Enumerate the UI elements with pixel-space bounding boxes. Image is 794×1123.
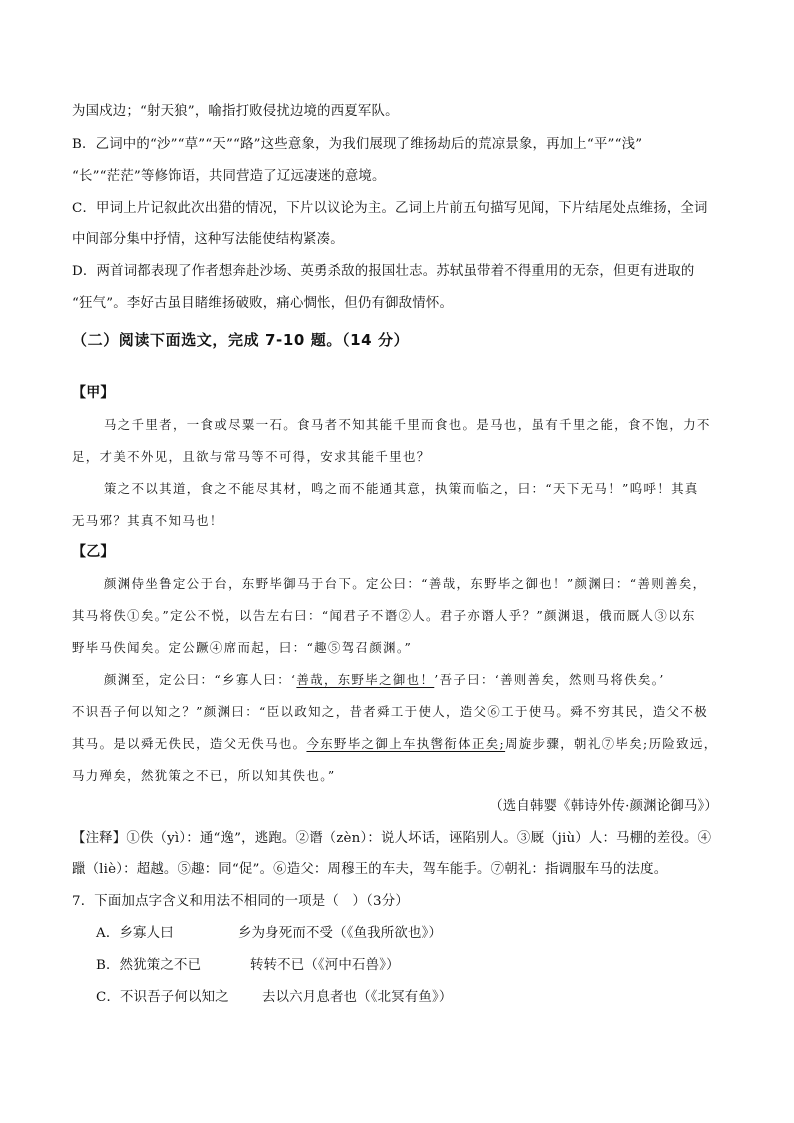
jia-para2-line2: 无马邪？其真不知马也！ <box>72 513 224 528</box>
q7-option-a-right: 乡为身死而不受（《鱼我所欲也》） <box>238 926 443 941</box>
notes-line2: 躐（liè）：超越。⑤趣：同“促”。⑥造父：周穆王的车夫，驾车能手。⑦朝礼：指调服车马的法度。 <box>72 862 668 877</box>
q7-option-c-left: C．不识吾子何以知之 <box>96 990 229 1005</box>
yi-para1-line2: 其马将佚①矣。”定公不悦，以告左右曰：“闻君子不谮②人。君子亦谮人乎？”颜渊退，俄而厩人③以东 <box>72 608 696 623</box>
yi-para2-line1-b: ’吾子曰：‘善则善矣，然则马将佚矣。’ <box>434 672 665 687</box>
option-b-line1: B．乙词中的“沙”“草”“天”“路”这些意象，为我们展现了维扬劫后的荒凉景象，再加上“平”“浅” <box>72 137 643 152</box>
yi-para2-line3-b: 周旋步骤，朝礼⑦毕矣;历险致远， <box>505 736 718 751</box>
option-a-tail: 为国戍边；“射天狼”，喻指打败侵扰边境的西夏军队。 <box>72 104 399 119</box>
passage-source: （选自韩婴《韩诗外传·颜渊论御马》） <box>489 799 718 814</box>
q7-option-a-left: A．乡寡人曰 <box>96 926 174 941</box>
question-7-stem: 7．下面加点字含义和用法不相同的一项是（ ）（3分） <box>72 894 409 909</box>
passage-jia-label: 【甲】 <box>72 385 115 401</box>
yi-para1-line3: 野毕马佚闻矣。定公蹶④席而起，曰：“趣⑤驾召颜渊。” <box>72 640 413 655</box>
notes-line1: 【注释】①佚（yì）：通“逸”，逃跑。②谮（zèn）：说人坏话，诬陷别人。③厩（jiù）人：马棚的差役。④ <box>72 831 712 846</box>
section-heading: （二）阅读下面选文，完成 7-10 题。（14 分） <box>72 331 410 349</box>
jia-para2-line1: 策之不以其道，食之不能尽其材，鸣之而不能通其意，执策而临之，曰：“天下无马！”呜呼！其真 <box>104 481 699 496</box>
option-d-line1: D．两首词都表现了作者想奔赴沙场、英勇杀敌的报国壮志。苏轼虽带着不得重用的无奈，但更有进取的 <box>72 264 695 279</box>
yi-para2-line2: 不识吾子何以知之？”颜渊曰：“臣以政知之，昔者舜工于使人，造父⑥工于使马。舜不穷其民，造父不极 <box>72 704 709 719</box>
yi-para2-line3-a: 其马。是以舜无佚民，造父无佚马也。 <box>72 736 307 751</box>
yi-para2-line4: 马力殚矣，然犹策之不已，所以知其佚也。” <box>72 768 336 783</box>
passage-yi-label: 【乙】 <box>72 544 115 560</box>
q7-option-c-right: 去以六月息者也（《北冥有鱼》） <box>262 990 453 1005</box>
option-b-line2: “长”“茫茫”等修饰语，共同营造了辽远凄迷的意境。 <box>72 169 386 184</box>
option-c-line1: C．甲词上片记叙此次出猎的情况，下片以议论为主。乙词上片前五句描写见闻，下片结尾处点维扬，全词 <box>72 201 708 216</box>
yi-para1-line1: 颜渊侍坐鲁定公于台，东野毕御马于台下。定公曰：“善哉，东野毕之御也！”颜渊曰：“善则善矣， <box>104 576 707 591</box>
q7-option-b-left: B．然犹策之不已 <box>96 958 202 973</box>
jia-para1-line2: 足，才美不外见，且欲与常马等不可得，安求其能千里也？ <box>72 449 431 464</box>
underlined-sentence: 今东野毕之御上车执辔衔体正矣; <box>306 736 506 751</box>
underlined-quote: 善哉，东野毕之御也！ <box>296 672 435 687</box>
yi-para2-line3 <box>72 734 718 754</box>
option-d-line2: “狂气”。李好古虽目睹维扬破败，痛心惆怅，但仍有御敌情怀。 <box>72 296 454 311</box>
jia-para1-line1: 马之千里者，一食或尽粟一石。食马者不知其能千里而食也。是马也，虽有千里之能，食不饱，力不 <box>104 417 711 432</box>
q7-option-b-right: 转转不已（《河中石兽》） <box>250 958 400 973</box>
yi-para2-line1 <box>104 670 665 690</box>
option-c-line2: 中间部分集中抒情，这种写法能使结构紧凑。 <box>72 232 344 247</box>
yi-para2-line1-a: 颜渊至，定公曰：“乡寡人曰：‘ <box>104 672 297 687</box>
